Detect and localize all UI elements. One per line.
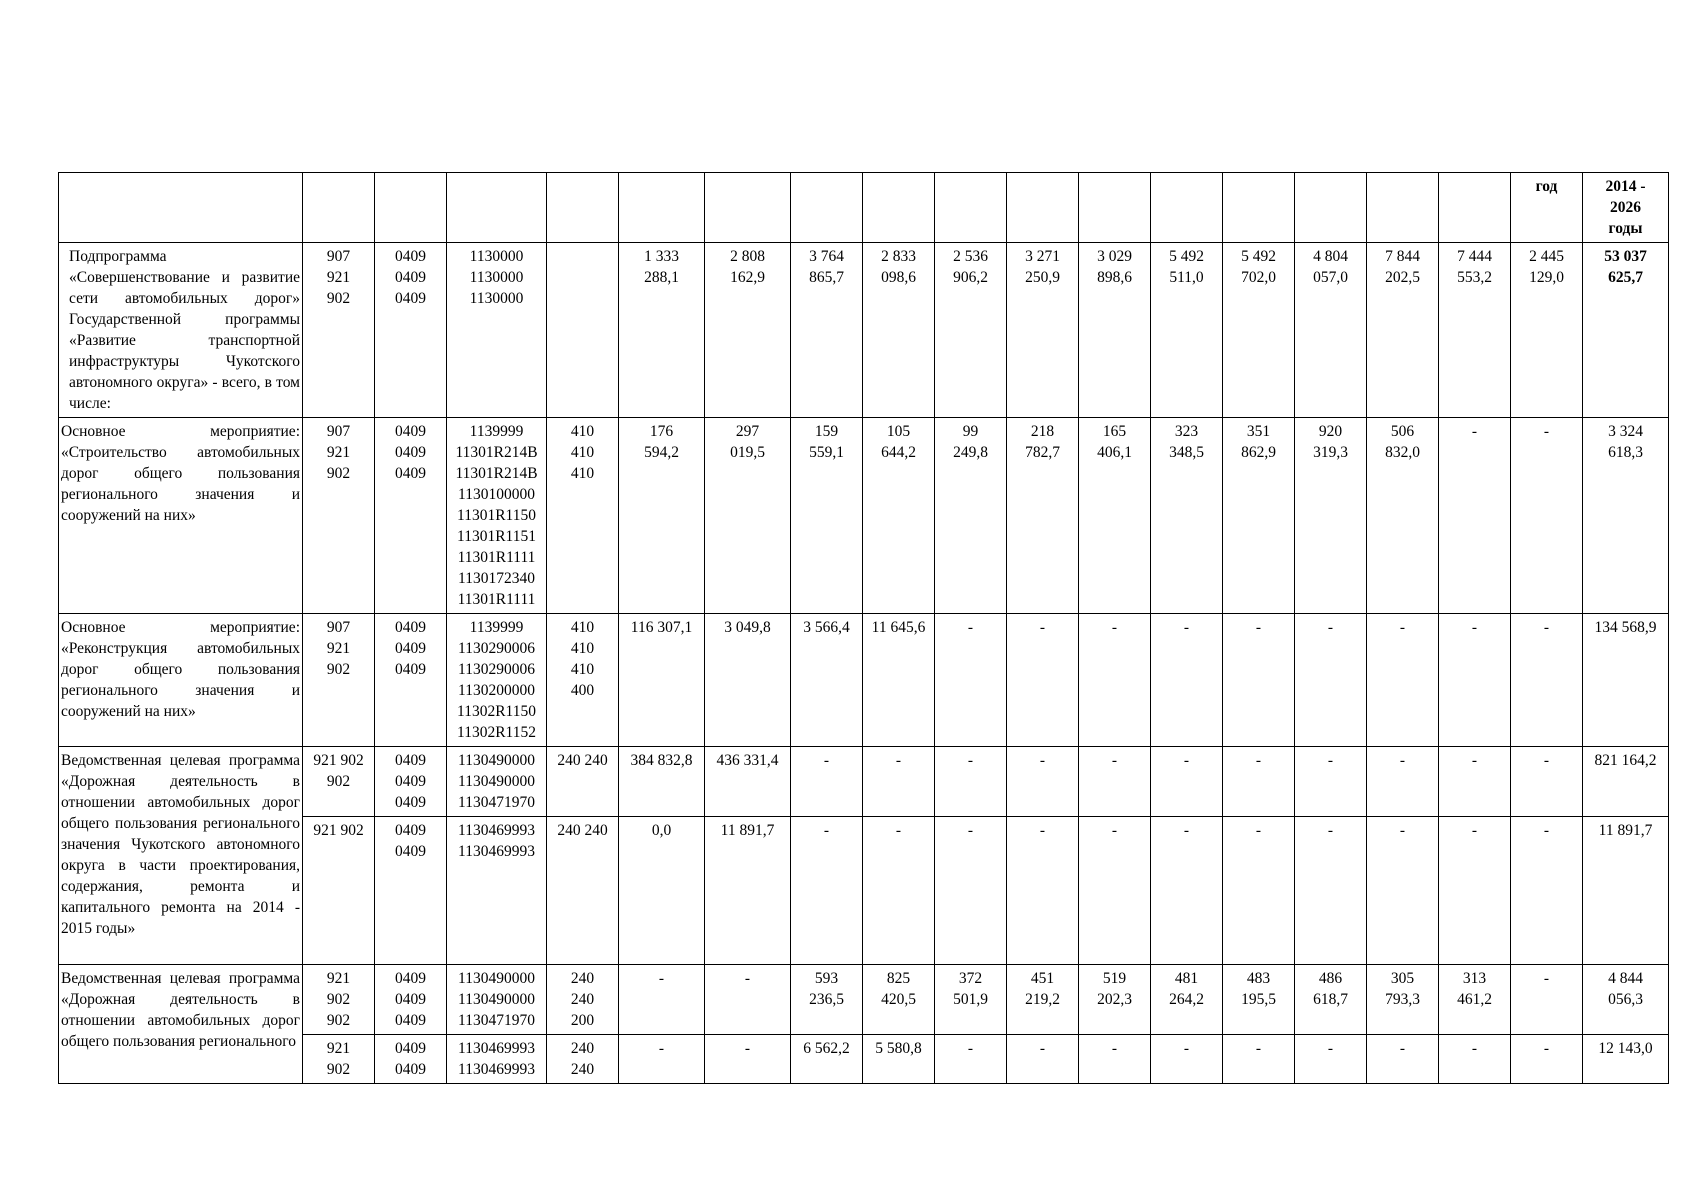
- total-cell: 821 164,2: [1583, 747, 1669, 817]
- rzpr-cell: 0409 0409 0409: [375, 243, 447, 418]
- value-cell: 165 406,1: [1079, 418, 1151, 614]
- value-cell: -: [863, 747, 935, 817]
- value-cell: 3 049,8: [705, 614, 791, 747]
- value-cell: 384 832,8: [619, 747, 705, 817]
- grbs-cell: 907 921 902: [303, 243, 375, 418]
- value-cell: 351 862,9: [1223, 418, 1295, 614]
- table-row: [59, 418, 1669, 614]
- value-cell: -: [1223, 1035, 1295, 1084]
- total-cell: 53 037 625,7: [1583, 243, 1669, 418]
- value-cell: -: [1439, 817, 1511, 965]
- value-cell: 920 319,3: [1295, 418, 1367, 614]
- vr-cell: 410 410 410 400: [547, 614, 619, 747]
- value-cell: 5 492 511,0: [1151, 243, 1223, 418]
- vr-cell: 240 240: [547, 817, 619, 965]
- csr-cell: 1130000 1130000 1130000: [447, 243, 547, 418]
- value-cell: 218 782,7: [1007, 418, 1079, 614]
- vr-cell: 240 240: [547, 1035, 619, 1084]
- value-cell: -: [791, 817, 863, 965]
- value-cell: -: [1511, 965, 1583, 1035]
- grbs-cell: 907 921 902: [303, 614, 375, 747]
- total-cell: 3 324 618,3: [1583, 418, 1669, 614]
- value-cell: -: [1439, 614, 1511, 747]
- value-cell: 99 249,8: [935, 418, 1007, 614]
- vr-cell: [547, 243, 619, 418]
- row-name: Основное мероприятие: «Строительство автомобильных дорог общего пользования регионального значения и сооружений на них»: [59, 418, 303, 614]
- total-cell: 11 891,7: [1583, 817, 1669, 965]
- value-cell: 3 764 865,7: [791, 243, 863, 418]
- value-cell: 483 195,5: [1223, 965, 1295, 1035]
- table-row: [59, 614, 1669, 747]
- rzpr-cell: 0409 0409: [375, 817, 447, 965]
- value-cell: -: [705, 1035, 791, 1084]
- value-cell: -: [1079, 614, 1151, 747]
- value-cell: -: [1223, 747, 1295, 817]
- value-cell: -: [1151, 1035, 1223, 1084]
- value-cell: -: [1223, 614, 1295, 747]
- grbs-cell: 921 902: [303, 817, 375, 965]
- value-cell: -: [1295, 817, 1367, 965]
- table-row: [59, 243, 1669, 418]
- value-cell: -: [1079, 747, 1151, 817]
- header-total-label: 2014 - 2026 годы: [1583, 173, 1669, 243]
- value-cell: -: [1151, 817, 1223, 965]
- csr-cell: 1130490000 1130490000 1130471970: [447, 747, 547, 817]
- value-cell: 313 461,2: [1439, 965, 1511, 1035]
- value-cell: -: [1367, 817, 1439, 965]
- value-cell: 593 236,5: [791, 965, 863, 1035]
- value-cell: 436 331,4: [705, 747, 791, 817]
- csr-cell: 1130469993 1130469993: [447, 1035, 547, 1084]
- value-cell: -: [1511, 817, 1583, 965]
- value-cell: -: [1007, 817, 1079, 965]
- grbs-cell: 921 902 902: [303, 965, 375, 1035]
- total-cell: 4 844 056,3: [1583, 965, 1669, 1035]
- value-cell: -: [1079, 1035, 1151, 1084]
- value-cell: -: [1079, 817, 1151, 965]
- value-cell: 1 333 288,1: [619, 243, 705, 418]
- csr-cell: 1130490000 1130490000 1130471970: [447, 965, 547, 1035]
- total-cell: 12 143,0: [1583, 1035, 1669, 1084]
- value-cell: -: [1295, 1035, 1367, 1084]
- value-cell: 11 645,6: [863, 614, 935, 747]
- value-cell: -: [1007, 1035, 1079, 1084]
- value-cell: -: [1223, 817, 1295, 965]
- csr-cell: 1139999 1130290006 1130290006 1130200000 11302R1150 11302R1152: [447, 614, 547, 747]
- table-row: [59, 747, 1669, 817]
- value-cell: 176 594,2: [619, 418, 705, 614]
- value-cell: 372 501,9: [935, 965, 1007, 1035]
- total-cell: 134 568,9: [1583, 614, 1669, 747]
- rzpr-cell: 0409 0409 0409: [375, 747, 447, 817]
- value-cell: 0,0: [619, 817, 705, 965]
- value-cell: -: [619, 1035, 705, 1084]
- row-name: Подпрограмма «Совершенствование и развитие сети автомобильных дорог» Государственной программы «Развитие транспортной инфраструктуры Чукотского автономного округа» - всего, в том числе:: [59, 243, 303, 418]
- value-cell: 481 264,2: [1151, 965, 1223, 1035]
- value-cell: 3 271 250,9: [1007, 243, 1079, 418]
- value-cell: 825 420,5: [863, 965, 935, 1035]
- value-cell: -: [1295, 747, 1367, 817]
- value-cell: -: [1439, 747, 1511, 817]
- value-cell: -: [1511, 614, 1583, 747]
- grbs-cell: 921 902: [303, 1035, 375, 1084]
- value-cell: -: [1439, 1035, 1511, 1084]
- table-row: [59, 965, 1669, 1035]
- value-cell: 6 562,2: [791, 1035, 863, 1084]
- value-cell: -: [705, 965, 791, 1035]
- value-cell: -: [935, 614, 1007, 747]
- value-cell: -: [1007, 747, 1079, 817]
- csr-cell: 1130469993 1130469993: [447, 817, 547, 965]
- value-cell: 7 844 202,5: [1367, 243, 1439, 418]
- row-name: Ведомственная целевая программа «Дорожная деятельность в отношении автомобильных дорог общего пользования регионального: [59, 965, 303, 1084]
- value-cell: -: [1151, 614, 1223, 747]
- csr-cell: 1139999 11301R214B 11301R214B 1130100000 11301R1150 11301R1151 11301R1111 1130172340 11301R1111: [447, 418, 547, 614]
- value-cell: 506 832,0: [1367, 418, 1439, 614]
- rzpr-cell: 0409 0409 0409: [375, 965, 447, 1035]
- table-header-row: [59, 173, 1669, 243]
- rzpr-cell: 0409 0409 0409: [375, 614, 447, 747]
- budget-table: [58, 172, 1669, 1084]
- vr-cell: 410 410 410: [547, 418, 619, 614]
- value-cell: -: [1439, 418, 1511, 614]
- value-cell: -: [935, 1035, 1007, 1084]
- value-cell: -: [935, 747, 1007, 817]
- value-cell: 3 029 898,6: [1079, 243, 1151, 418]
- value-cell: 305 793,3: [1367, 965, 1439, 1035]
- value-cell: 2 833 098,6: [863, 243, 935, 418]
- value-cell: -: [1511, 1035, 1583, 1084]
- value-cell: 451 219,2: [1007, 965, 1079, 1035]
- value-cell: 105 644,2: [863, 418, 935, 614]
- value-cell: -: [1367, 1035, 1439, 1084]
- value-cell: -: [935, 817, 1007, 965]
- value-cell: -: [1007, 614, 1079, 747]
- value-cell: 5 492 702,0: [1223, 243, 1295, 418]
- value-cell: -: [619, 965, 705, 1035]
- value-cell: 486 618,7: [1295, 965, 1367, 1035]
- value-cell: 7 444 553,2: [1439, 243, 1511, 418]
- value-cell: -: [1367, 614, 1439, 747]
- value-cell: 2 808 162,9: [705, 243, 791, 418]
- value-cell: 5 580,8: [863, 1035, 935, 1084]
- value-cell: 159 559,1: [791, 418, 863, 614]
- value-cell: 11 891,7: [705, 817, 791, 965]
- row-name: Основное мероприятие: «Реконструкция автомобильных дорог общего пользования регионального значения и сооружений на них»: [59, 614, 303, 747]
- vr-cell: 240 240: [547, 747, 619, 817]
- value-cell: -: [1151, 747, 1223, 817]
- row-name: Ведомственная целевая программа «Дорожная деятельность в отношении автомобильных дорог общего пользования регионального значения Чукотского автономного округа в части проектирования, содержания, ремонта и капитального ремонта на 2014 - 2015 годы»: [59, 747, 303, 965]
- grbs-cell: 907 921 902: [303, 418, 375, 614]
- value-cell: 2 445 129,0: [1511, 243, 1583, 418]
- value-cell: 116 307,1: [619, 614, 705, 747]
- rzpr-cell: 0409 0409 0409: [375, 418, 447, 614]
- vr-cell: 240 240 200: [547, 965, 619, 1035]
- rzpr-cell: 0409 0409: [375, 1035, 447, 1084]
- value-cell: -: [863, 817, 935, 965]
- value-cell: -: [791, 747, 863, 817]
- value-cell: 3 566,4: [791, 614, 863, 747]
- value-cell: 4 804 057,0: [1295, 243, 1367, 418]
- value-cell: -: [1511, 747, 1583, 817]
- value-cell: -: [1511, 418, 1583, 614]
- header-year-label: год: [1511, 173, 1583, 243]
- grbs-cell: 921 902 902: [303, 747, 375, 817]
- value-cell: -: [1295, 614, 1367, 747]
- value-cell: 323 348,5: [1151, 418, 1223, 614]
- value-cell: -: [1367, 747, 1439, 817]
- value-cell: 297 019,5: [705, 418, 791, 614]
- value-cell: 2 536 906,2: [935, 243, 1007, 418]
- value-cell: 519 202,3: [1079, 965, 1151, 1035]
